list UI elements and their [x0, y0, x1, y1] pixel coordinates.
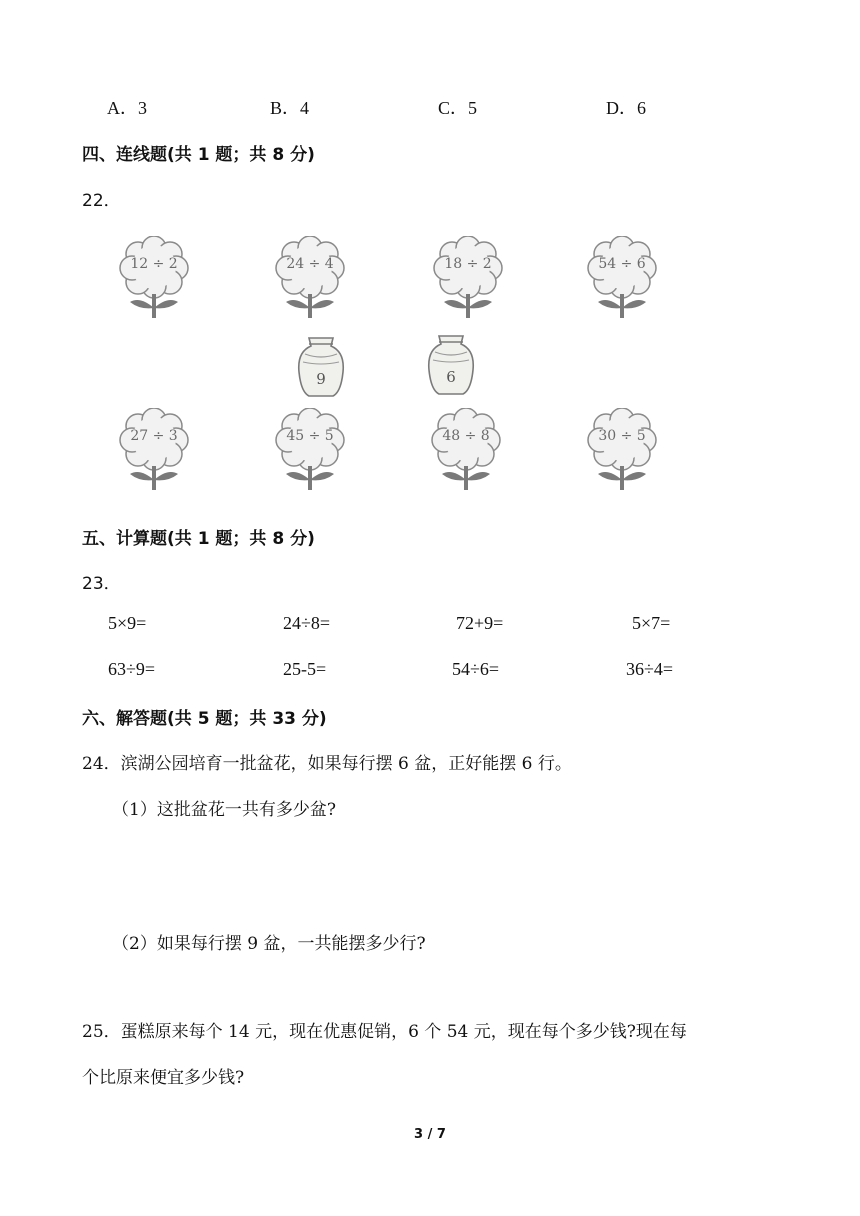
vase-icon	[423, 334, 479, 396]
vase-number: 6	[446, 368, 456, 386]
flower-card[interactable]	[270, 236, 350, 326]
calc-item: 36÷4=	[626, 659, 674, 679]
option-a: A．3	[107, 98, 147, 118]
calc-item: 5×7=	[632, 613, 671, 633]
flower-icon	[582, 408, 662, 498]
division-expression: 12 ÷ 2	[130, 256, 178, 272]
question-24-sub2: （2）如果每行摆 9 盆，一共能摆多少行?	[112, 934, 426, 954]
question-24-text: 24．滨湖公园培育一批盆花，如果每行摆 6 盆，正好能摆 6 行。	[82, 754, 572, 774]
flower-icon	[270, 236, 350, 326]
calc-item: 72+9=	[456, 613, 504, 633]
flower-card[interactable]	[114, 236, 194, 326]
flower-icon	[582, 236, 662, 326]
option-c: C．5	[438, 98, 478, 118]
question-24-sub1: （1）这批盆花一共有多少盆?	[112, 800, 336, 820]
section-heading-4: 四、连线题(共 1 题；共 8 分)	[82, 145, 315, 165]
flower-card[interactable]	[582, 408, 662, 498]
question-number-22: 22．	[82, 191, 121, 211]
flower-icon	[426, 408, 506, 498]
division-expression: 45 ÷ 5	[286, 428, 334, 444]
division-expression: 30 ÷ 5	[598, 428, 646, 444]
division-expression: 24 ÷ 4	[286, 256, 334, 272]
flower-icon	[114, 408, 194, 498]
flower-card[interactable]	[426, 408, 506, 498]
page-number: 3 / 7	[414, 1127, 446, 1142]
flower-card[interactable]	[114, 408, 194, 498]
flower-card[interactable]	[428, 236, 508, 326]
option-b: B．4	[270, 98, 310, 118]
division-expression: 27 ÷ 3	[130, 428, 178, 444]
flower-card[interactable]	[582, 236, 662, 326]
flower-icon	[114, 236, 194, 326]
question-25-line2: 个比原来便宜多少钱?	[82, 1068, 245, 1088]
calc-item: 25-5=	[283, 659, 327, 679]
calc-item: 54÷6=	[452, 659, 500, 679]
division-expression: 48 ÷ 8	[442, 428, 490, 444]
calc-item: 5×9=	[108, 613, 147, 633]
calc-item: 63÷9=	[108, 659, 156, 679]
vase-icon	[293, 336, 349, 398]
vase-number: 9	[316, 370, 326, 388]
question-25-line1: 25．蛋糕原来每个 14 元，现在优惠促销，6 个 54 元，现在每个多少钱?现在每	[82, 1022, 687, 1042]
flower-icon	[270, 408, 350, 498]
division-expression: 18 ÷ 2	[444, 256, 492, 272]
question-number-23: 23．	[82, 574, 121, 594]
vase-card[interactable]	[293, 336, 349, 398]
section-heading-6: 六、解答题(共 5 题；共 33 分)	[82, 709, 327, 729]
vase-card[interactable]	[423, 334, 479, 396]
flower-icon	[428, 236, 508, 326]
option-d: D．6	[606, 98, 646, 118]
section-heading-5: 五、计算题(共 1 题；共 8 分)	[82, 529, 315, 549]
calc-item: 24÷8=	[283, 613, 331, 633]
flower-card[interactable]	[270, 408, 350, 498]
division-expression: 54 ÷ 6	[598, 256, 646, 272]
